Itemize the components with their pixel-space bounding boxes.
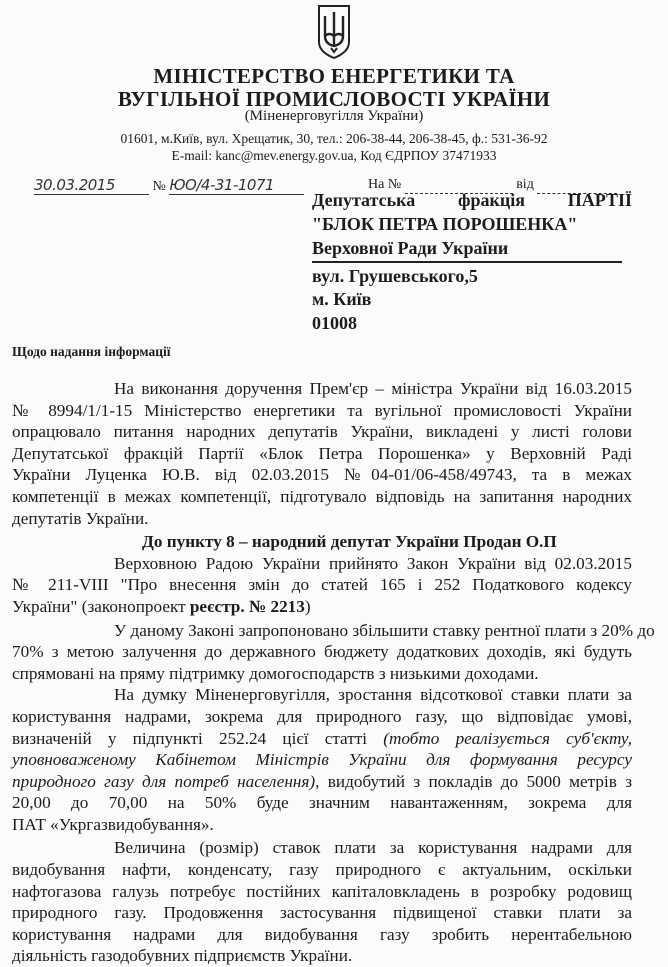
text-line — [12, 421, 632, 443]
recipient-line1 — [312, 190, 632, 211]
text-line — [12, 574, 632, 596]
recipient-zip: 01008 — [312, 313, 357, 333]
text-segment: діяльність газодобувних підприємств України. — [12, 946, 353, 966]
text-segment: 20,00 до 70,00 на 50% буде значним навантаженням, зокрема для — [12, 793, 632, 813]
letter-date: 30.03.2015 — [34, 176, 149, 195]
text-line — [12, 814, 632, 836]
paragraph — [12, 620, 655, 685]
text-segment: України Луценка Ю.В. від 02.03.2015 №04-01/06-458/49743, та в межах — [12, 465, 632, 485]
text-segment: На думку Міненерговугілля, зростання відсоткової ставки плати за — [114, 685, 632, 705]
text-segment: ) — [304, 596, 311, 616]
recipient-street: вул. Грушевського,5 — [312, 266, 478, 286]
text-line — [12, 902, 632, 924]
outgoing-reference — [34, 176, 304, 195]
text-line — [12, 728, 632, 750]
text-line — [12, 706, 632, 728]
paragraph — [12, 553, 632, 618]
text-segment: ПАТ «Укргазвидобування». — [12, 814, 214, 834]
text-segment: № 211-VIII "Про внесення змін до статей 165 і 252 Податкового кодексу — [12, 575, 632, 595]
ministry-email: E-mail: kanc@mev.energy.gov.ua, Код ЄДРПОУ 37471933 — [171, 148, 497, 163]
text-line — [12, 749, 632, 771]
ministry-subtitle: (Міненерговугілля України) — [244, 108, 424, 124]
paragraph — [12, 684, 632, 835]
recipient-city: м. Київ — [312, 289, 372, 309]
trident-emblem-icon — [316, 2, 352, 60]
text-segment: видобування нафти, конденсату, газу природного є актуальним, оскільки — [12, 860, 632, 880]
text-segment: (тобто реалізується суб'єкту, — [383, 728, 632, 748]
text-segment: України" (законопроект — [12, 596, 190, 616]
text-line — [12, 924, 632, 946]
text-line — [12, 837, 632, 859]
ministry-title-line1: МІНІСТЕРСТВО ЕНЕРГЕТИКИ ТА — [153, 64, 515, 88]
text-segment: Верховною Радою України прийнято Закон України від 02.03.2015 — [114, 553, 632, 573]
section-heading — [12, 531, 632, 553]
letter-body — [12, 378, 655, 967]
ministry-title-line2: ВУГІЛЬНОЇ ПРОМИСЛОВОСТІ УКРАЇНИ — [117, 87, 551, 111]
text-segment: , видобутий з покладів до 5000 метрів з — [315, 771, 632, 791]
paragraph — [12, 378, 632, 529]
recipient-line3: Верховної Ради України — [312, 238, 622, 263]
recipient-word: фракція — [458, 190, 525, 210]
text-line — [12, 508, 632, 530]
text-line — [12, 620, 655, 642]
text-segment: опрацювало питання народних депутатів України, викладені у листі голови — [12, 422, 632, 442]
text-segment: спрямовані на пряму підтримку домогосподарств з низькими доходами. — [12, 663, 539, 683]
text-line — [12, 378, 632, 400]
text-segment: уповноваженому Кабінетом Міністрів України для формування ресурсу — [12, 750, 632, 770]
text-line — [12, 596, 632, 618]
text-segment: депутатів України. — [12, 508, 149, 528]
recipient-word: Депутатська — [312, 190, 416, 210]
text-line — [12, 553, 632, 575]
recipient-word: ПАРТІЇ — [567, 190, 632, 210]
text-segment: користування надрами, зокрема для природного газу, що відповідає умові, — [12, 706, 632, 726]
text-segment: компетенції в межах компетенції, підготувало відповідь на запитання народних — [12, 486, 632, 506]
ministry-address: 01601, м.Київ, вул. Хрещатик, 30, тел.: 206-38-44, 206-38-45, ф.: 531-36-92 — [120, 131, 548, 146]
text-segment: № 8994/1/1-15 Міністерство енергетики та вугільної промисловості України — [12, 400, 632, 420]
reply-to-label: На № — [368, 177, 402, 192]
subject-line: Щодо надання інформації — [12, 344, 171, 359]
text-line — [12, 486, 632, 508]
text-line — [12, 881, 632, 903]
text-segment: визначеній у підпункті 252.24 цієї статті — [12, 728, 384, 748]
paragraph — [12, 837, 632, 967]
text-line — [12, 464, 632, 486]
text-line — [12, 641, 632, 663]
text-segment: нафтогазова галузь потребує постійних капіталовкладень в розробку родовищ — [12, 881, 632, 901]
number-label: № — [152, 179, 166, 194]
letter-number: ЮО/4-31-1071 — [169, 176, 304, 195]
text-line — [12, 859, 632, 881]
text-segment: Величина (розмір) ставок плати за користування надрами для — [114, 838, 632, 858]
text-line — [12, 945, 632, 967]
text-line — [12, 684, 632, 706]
text-segment: Депутатської фракцій Партії «Блок Петра Порошенка» у Верховній Раді — [12, 443, 632, 463]
text-line — [12, 792, 632, 814]
text-line — [12, 663, 632, 685]
recipient-line2: "БЛОК ПЕТРА ПОРОШЕНКА" — [312, 214, 578, 234]
text-line — [12, 400, 632, 422]
text-segment: У даному Законі запропоновано збільшити ставку рентної плати з 20% до — [114, 620, 655, 640]
text-segment: До пункту 8 – народний депутат України Продан О.П — [142, 532, 557, 552]
text-segment: природного газу. Продовження застосування підвищеної ставки плати за — [12, 903, 632, 923]
text-line — [12, 443, 632, 465]
text-segment: На виконання доручення Прем'єр – міністра України від 16.03.2015 — [114, 379, 632, 398]
text-line — [12, 531, 632, 553]
text-segment: 70% з метою залучення до державного бюджету додаткових доходів, які будуть — [12, 642, 632, 662]
from-label: від — [516, 177, 534, 192]
text-segment: користування надрами для видобування газу зробить нерентабельною — [12, 924, 632, 944]
text-segment: реєстр. № 2213 — [189, 596, 305, 616]
text-segment: природного газу для потреб населення) — [12, 771, 316, 791]
text-line — [12, 771, 632, 793]
